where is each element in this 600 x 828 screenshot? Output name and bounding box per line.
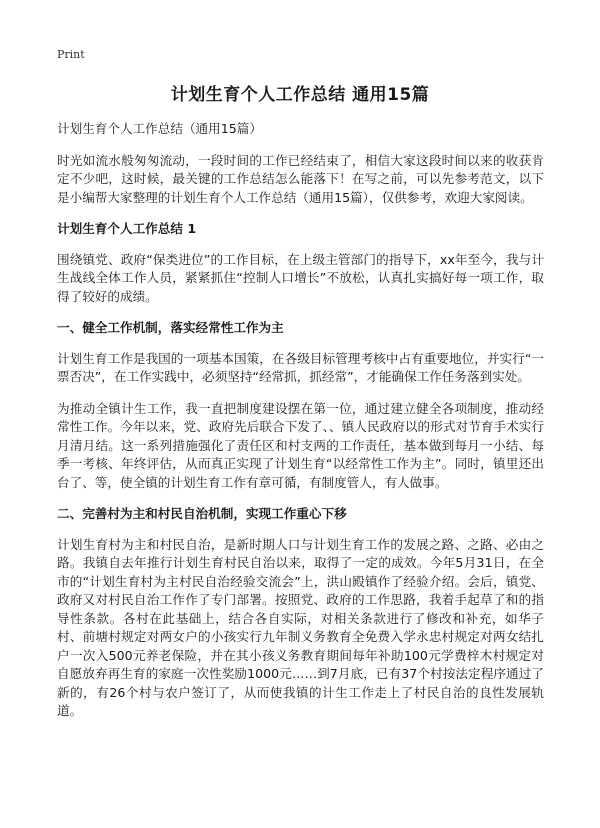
section-heading: 计划生育个人工作总结 1 — [57, 221, 197, 236]
body-paragraph-1: 计划生育工作是我国的一项基本国策，在各级目标管理考核中占有重要地位，并实行“一票否决”，在工作实践中，必须坚持“经常抓，抓经常”，才能确保工作任务落到实处。 — [57, 350, 544, 384]
article-subtitle: 计划生育个人工作总结（通用15篇） — [57, 121, 262, 136]
body-paragraph-3: 计划生育村为主和村民自治，是新时期人口与计划生育工作的发展之路、之路、必由之路。我镇自去年推行计划生育村民自治以来，取得了一定的成效。今年5月31日，在全市的“计划生育村为主村民自治经验交流会”上，洪山殿镇作了经验介绍。会后，镇党、政府又对村民自治工作作了专门部署。按照党、政府的工作思路，我着手起草了和的指导性条款。各村在此基础上，结合各自实际，对相关条款进行了修改和补充，如华子村、前塘村规定对两女户的小孩实行九年制义务教育全免费入学永忠村规定对两女结扎户一次入500元养老保险，并在其小孩义务教育期间每年补助100元学费梓木村规定对自愿放弃再生育的家庭一次性奖励1000元……到7月底，已有37个村按法定程序通过了新的，有26个村与农户签订了，从而使我镇的计生工作走上了村民自治的良性发展轨道。 — [57, 536, 544, 718]
print-link[interactable]: Print — [57, 48, 85, 61]
subsection-heading-2: 二、完善村为主和村民自治机制，实现工作重心下移 — [57, 506, 347, 521]
section-paragraph: 围绕镇党、政府“保类进位”的工作目标，在上级主管部门的指导下，xx年至今，我与计生战线全体工作人员，紧紧抓住“控制人口增长”不放松，认真扎实搞好每一项工作，取得了较好的成绩。 — [57, 251, 544, 304]
article-body — [57, 120, 544, 734]
intro-paragraph: 时光如流水般匆匆流动，一段时间的工作已经结束了，相信大家这段时间以来的收获肯定不少吧，这时候，最关键的工作总结怎么能落下！在写之前，可以先参考范文，以下是小编帮大家整理的计划生育个人工作总结（通用15篇），仅供参考，欢迎大家阅读。 — [57, 152, 544, 205]
subsection-heading-1: 一、健全工作机制，落实经常性工作为主 — [57, 320, 284, 335]
body-paragraph-2: 为推动全镇计生工作，我一直把制度建设摆在第一位，通过建立健全各项制度，推动经常性工作。今年以来，党、政府先后联合下发了、、镇人民政府以的形式对节育手术实行月清月结。这一系列措施强化了责任区和村支两的工作责任，基本做到每月一小结、每季一考核、年终评估，从而真正实现了计划生育“以经常性工作为主”。同时，镇里还出台了、等，使全镇的计划生育工作有章可循，有制度管人，有人做事。 — [57, 400, 544, 490]
page-title: 计划生育个人工作总结 通用15篇 — [170, 85, 430, 105]
